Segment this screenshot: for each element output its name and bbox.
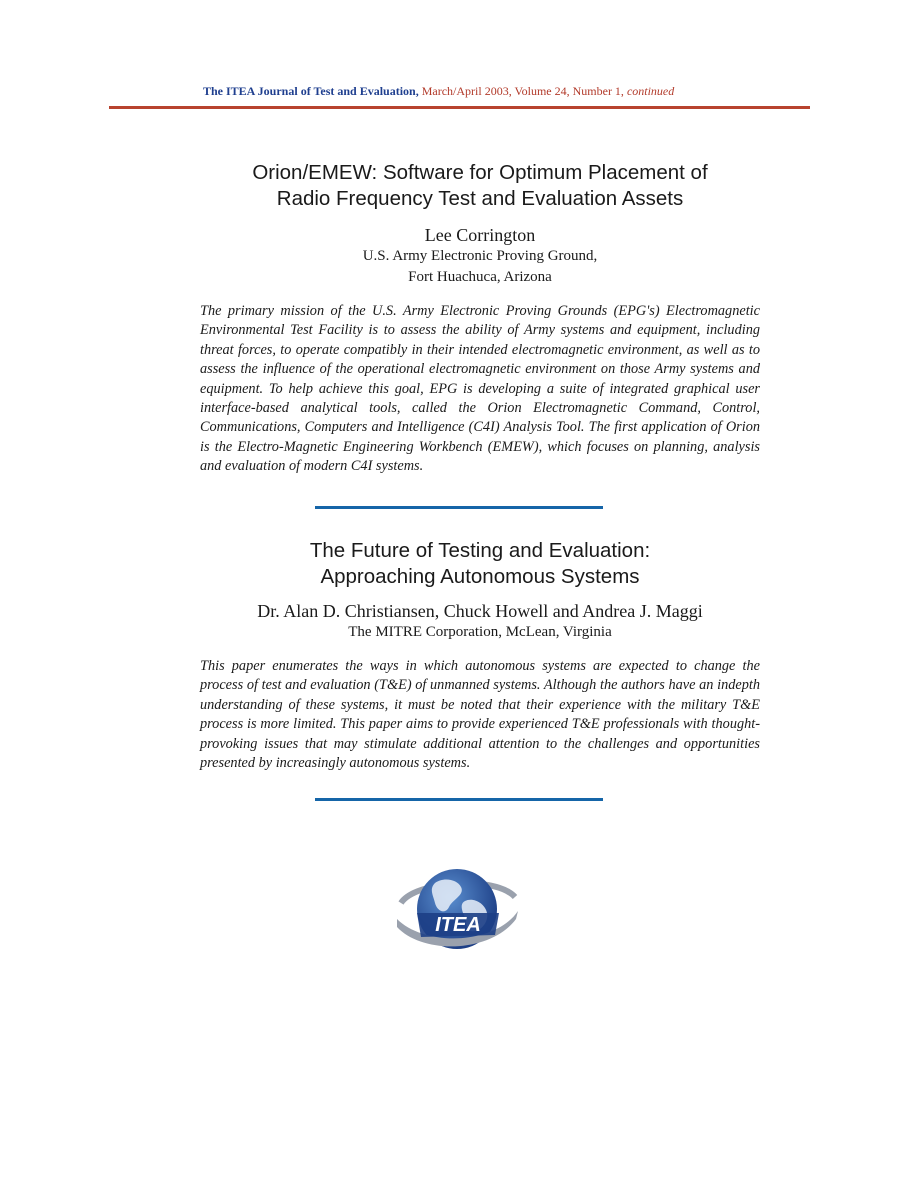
header-rule [109,106,810,109]
article-abstract: This paper enumerates the ways in which autonomous systems are expected to change the process of test and evaluation (T&E) of unmanned systems. Although the authors have an indepth understanding of these systems, it must be noted that their experience with the military T&E process is more limited. This paper aims to provide experienced T&E professionals with thought-provoking issues that may stimulate additional attention to the challenges and opportunities presented by increasingly autonomous systems. [200,658,760,772]
logo-text: ITEA [435,914,481,936]
title-line: The Future of Testing and Evaluation: [309,539,651,562]
article-abstract: The primary mission of the U.S. Army Electronic Proving Grounds (EPG's) Electromagnetic Environmental Test Facility is to assess the ability of Army systems and equipment, including threat forces, to operate compatibly in their intended electromagnetic environment, as well as to assess the influence of the operational electromagnetic environment on those Army systems and equipment. To help achieve this goal, EPG is developing a suite of integrated graphical user interface-based analytical tools, called the Orion Electromagnetic Command, Control, Communications, Computers and Intelligence (C4I) Analysis Tool. The first application of Orion is the Electro-Magnetic Engineering Workbench (EMEW), which focuses on planning, analysis and evaluation of modern C4I systems. [200,303,760,475]
itea-logo [395,861,520,961]
article-affiliation: U.S. Army Electronic Proving Ground, [362,248,598,264]
running-header [203,84,674,99]
title-line: Approaching Autonomous Systems [320,565,640,588]
section-divider [315,506,603,509]
issue-info: March/April 2003, Volume 24, Number 1, [421,84,624,98]
article-future-testing [200,538,760,788]
continued-label: continued [626,84,675,98]
article-title [200,160,760,212]
title-line: Orion/EMEW: Software for Optimum Placement of [252,161,708,184]
journal-name: The ITEA Journal of Test and Evaluation, [203,84,419,98]
section-divider [315,798,603,801]
article-orion-emew [200,160,760,491]
article-affiliation-location: Fort Huachuca, Arizona [408,269,552,285]
title-line: Radio Frequency Test and Evaluation Assets [276,187,684,210]
article-title [200,538,760,590]
article-authors: Dr. Alan D. Christiansen, Chuck Howell and Andrea J. Maggi [257,601,703,621]
article-affiliation: The MITRE Corporation, McLean, Virginia [348,624,612,640]
article-author: Lee Corrington [424,225,536,245]
